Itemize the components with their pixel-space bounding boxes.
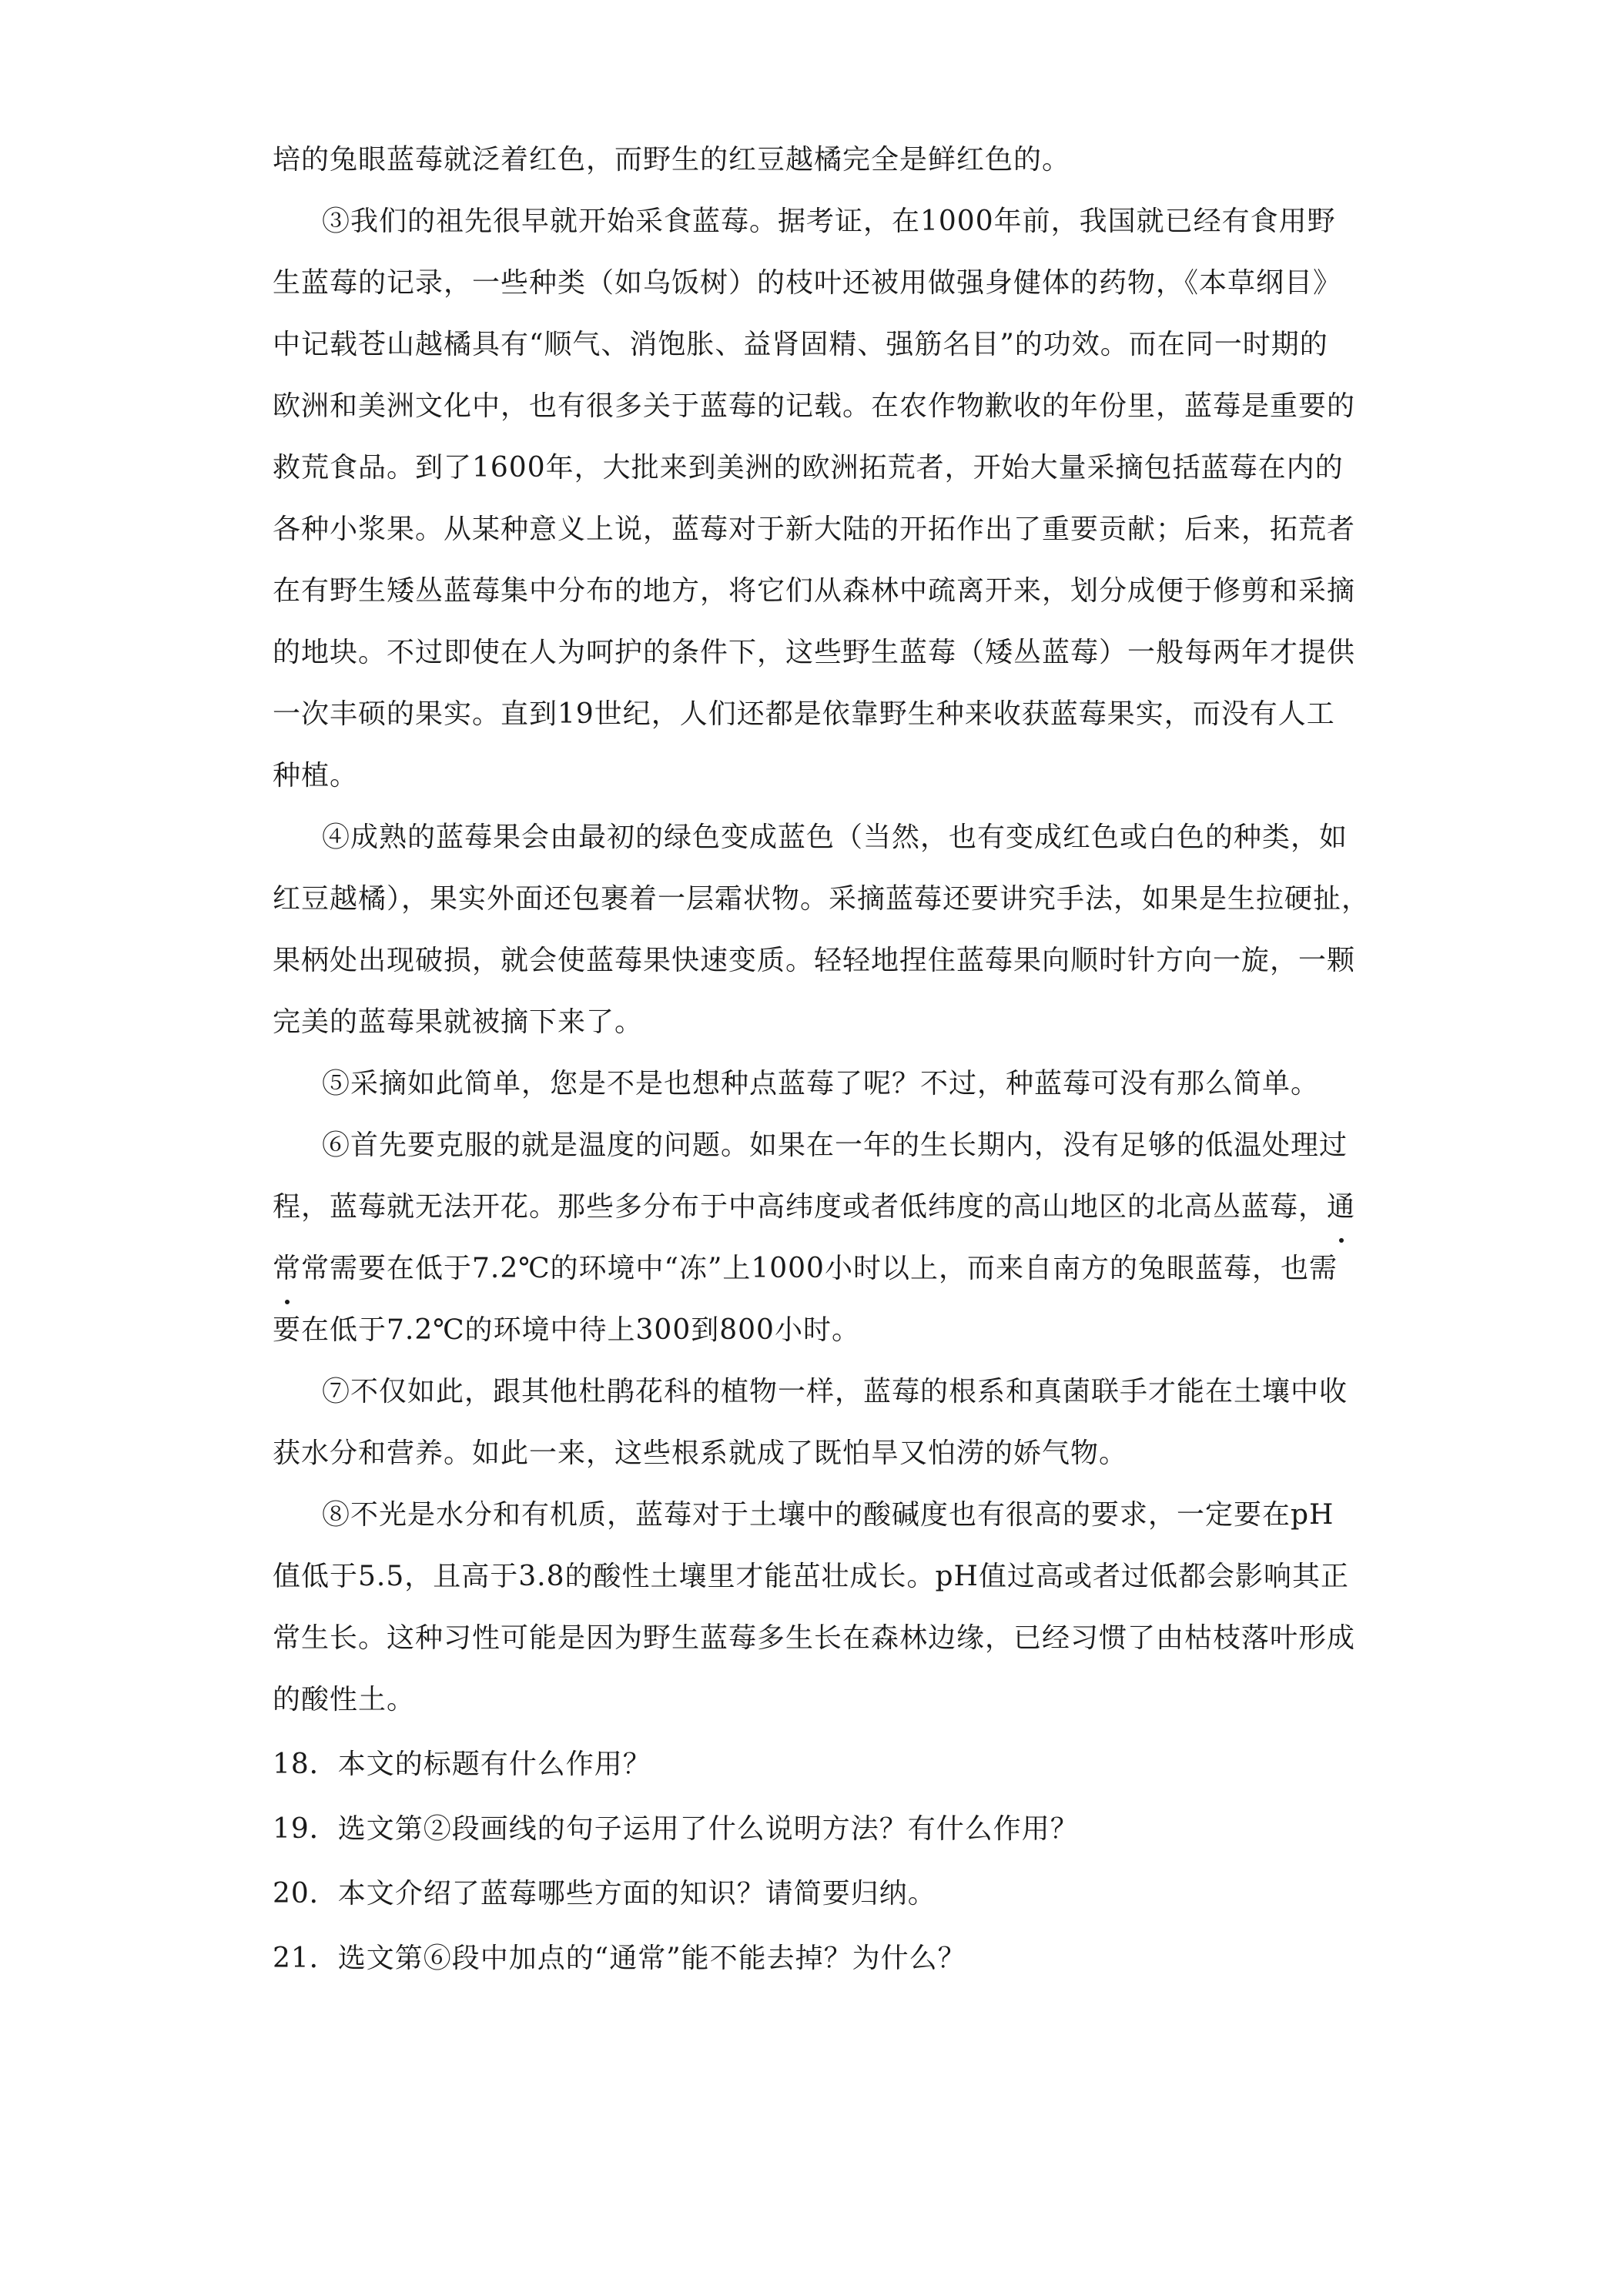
question-item: 20．本文介绍了蓝莓哪些方面的知识？请简要归纳。 — [273, 1878, 936, 1909]
paragraph-line: ⑥首先要克服的就是温度的问题。如果在一年的生长期内，没有足够的低温处理过 — [322, 1130, 1348, 1161]
paragraph-line: 的酸性土。 — [273, 1684, 416, 1715]
paragraph-line: 一次丰硕的果实。直到19世纪，人们还都是依靠野生种来收获蓝莓果实，而没有人工 — [273, 698, 1335, 730]
paragraph-text: 程，蓝莓就无法开花。那些多分布于中高纬度或者低纬度的高山地区的北高丛蓝莓， — [273, 1191, 1328, 1223]
paragraph-line: ③我们的祖先很早就开始采食蓝莓。据考证，在1000年前，我国就已经有食用野 — [322, 206, 1336, 237]
paragraph-line: 中记载苍山越橘具有“顺气、消饱胀、益肾固精、强筋名目”的功效。而在同一时期的 — [273, 329, 1328, 360]
paragraph-line: 种植。 — [273, 760, 359, 792]
paragraph-line: 常生长。这种习性可能是因为野生蓝莓多生长在森林边缘，已经习惯了由枯枝落叶形成 — [273, 1622, 1356, 1654]
paragraph-line — [273, 1238, 1360, 1300]
paragraph-line: ④成熟的蓝莓果会由最初的绿色变成蓝色（当然，也有变成红色或白色的种类，如 — [322, 822, 1348, 853]
question-item: 19．选文第②段画线的句子运用了什么说明方法？有什么作用？ — [273, 1813, 1079, 1845]
paragraph-line: 红豆越橘），果实外面还包裹着一层霜状物。采摘蓝莓还要讲究手法，如果是生拉硬扯， — [273, 883, 1371, 915]
paragraph-line: 救荒食品。到了1600年，大批来到美洲的欧洲拓荒者，开始大量采摘包括蓝莓在内的 — [273, 452, 1344, 484]
question-item: 18．本文的标题有什么作用？ — [273, 1749, 651, 1780]
question-item: 21．选文第⑥段中加点的“通常”能不能去掉？为什么？ — [273, 1943, 966, 1974]
question-list — [273, 1732, 1360, 1991]
paragraph-line: ⑧不光是水分和有机质，蓝莓对于土壤中的酸碱度也有很高的要求，一定要在pH — [322, 1499, 1334, 1531]
paragraph-line: ⑦不仅如此，跟其他杜鹃花科的植物一样，蓝莓的根系和真菌联手才能在土壤中收 — [322, 1376, 1348, 1407]
paragraph-line: 各种小浆果。从某种意义上说，蓝莓对于新大陆的开拓作出了重要贡献；后来，拓荒者 — [273, 514, 1356, 545]
emphasis-char: 常 — [273, 1238, 301, 1300]
paragraph-line: 值低于5.5，且高于3.8的酸性土壤里才能茁壮成长。pH值过高或者过低都会影响其正 — [273, 1561, 1349, 1592]
paragraph-line: 在有野生矮丛蓝莓集中分布的地方，将它们从森林中疏离开来，划分成便于修剪和采摘 — [273, 575, 1356, 607]
emphasis-char: 通 — [1327, 1176, 1355, 1238]
paragraph-line: 完美的蓝莓果就被摘下来了。 — [273, 1006, 644, 1038]
paragraph-line: 的地块。不过即使在人为呵护的条件下，这些野生蓝莓（矮丛蓝莓）一般每两年才提供 — [273, 637, 1356, 668]
paragraph-line: 培的兔眼蓝莓就泛着红色，而野生的红豆越橘完全是鲜红色的。 — [273, 144, 1071, 176]
paragraph-line: 生蓝莓的记录，一些种类（如乌饭树）的枝叶还被用做强身健体的药物，《本草纲目》 — [273, 267, 1342, 299]
paragraph-line — [273, 1176, 1360, 1238]
paragraph-line: ⑤采摘如此简单，您是不是也想种点蓝莓了呢？不过，种蓝莓可没有那么简单。 — [322, 1068, 1320, 1099]
paragraph-line: 果柄处出现破损，就会使蓝莓果快速变质。轻轻地捏住蓝莓果向顺时针方向一旋，一颗 — [273, 945, 1356, 976]
paragraph-text: 常需要在低于7.2℃的环境中“冻”上1000小时以上，而来自南方的兔眼蓝莓，也需 — [301, 1253, 1338, 1284]
paragraph-line: 欧洲和美洲文化中，也有很多关于蓝莓的记载。在农作物歉收的年份里，蓝莓是重要的 — [273, 390, 1356, 422]
document-page — [273, 129, 1371, 1991]
paragraph-line: 获水分和营养。如此一来，这些根系就成了既怕旱又怕涝的娇气物。 — [273, 1438, 1128, 1469]
paragraph-line: 要在低于7.2℃的环境中待上300到800小时。 — [273, 1314, 860, 1346]
